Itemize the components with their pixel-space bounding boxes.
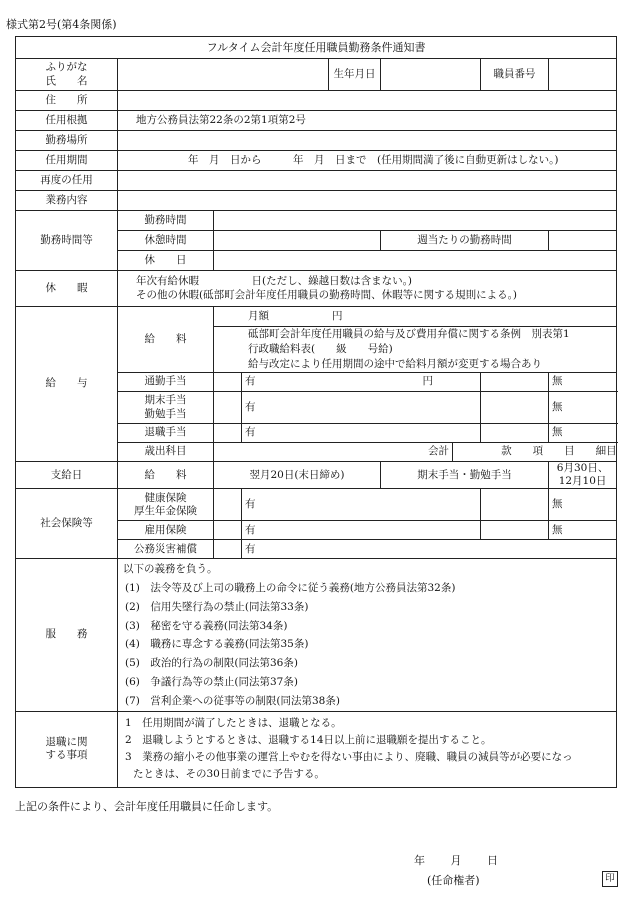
employment-insurance-none: 無 [549,521,617,540]
work-time-field[interactable] [214,211,617,231]
employment-insurance-blank [214,521,242,540]
workplace-field[interactable] [118,131,617,151]
service-line: (7) 営利企業への従事等の制限(同法第38条) [125,694,340,707]
employment-insurance-label: 雇用保険 [118,521,214,540]
form-title: フルタイム会計年度任用職員勤務条件通知書 [16,37,617,59]
bonus-none: 無 [549,392,617,424]
name-field[interactable] [118,59,329,91]
appointing-authority: (任命権者) [427,874,480,887]
monthly-amount: 月額 円 [214,307,617,327]
salary-detail [214,327,617,373]
health-gap [481,489,549,521]
leave-line-2: その他の休暇(砥部町会計年度任用職員の勤務時間、休暇等に関する規則による。) [136,288,517,301]
bonus-have: 有 [242,392,481,424]
issue-date: 年 月 日 [414,854,498,867]
seal-mark: 印 [602,871,618,887]
bonus-label: 期末手当 勤勉手当 [118,392,214,424]
commute-label: 通勤手当 [118,373,214,392]
bonus-blank [214,392,242,424]
retirement-line: 2 退職しようとするときは、退職する14日以上前に退職願を提出すること。 [125,734,492,747]
service-line: 以下の義務を負う。 [123,563,218,576]
retirement-line: 1 任用期間が満了したときは、退職となる。 [125,717,342,730]
service-line: (1) 法令等及び上司の職務上の命令に従う義務(地方公務員法第32条) [125,582,456,595]
commute-have: 有 円 [242,373,481,392]
commute-gap [481,373,549,392]
budget-label: 歳出科目 [118,443,214,462]
basis-label: 任用根拠 [16,111,118,131]
health-have: 有 [242,489,481,521]
pay-group-label: 給 与 [16,307,118,462]
workplace-label: 勤務場所 [16,131,118,151]
budget-account: 会計 [214,443,453,462]
period-label: 任用期間 [16,151,118,171]
salary-line-3: 給与改定により任用期間の途中で給料月額が変更する場合あり [248,358,542,370]
accident-label: 公務災害補償 [118,540,214,559]
service-line: (2) 信用失墜行為の禁止(同法第33条) [125,600,309,613]
retire-allowance-gap [481,424,549,443]
health-blank [214,489,242,521]
retire-allowance-none: 無 [549,424,617,443]
retire-allowance-label: 退職手当 [118,424,214,443]
service-line: (6) 争議行為等の禁止(同法第37条) [125,676,298,689]
service-line: (4) 職務に専念する義務(同法第35条) [125,638,309,651]
retirement-line: 3 業務の縮小その他事業の運営上やむを得ない事由により、廃職、職員の減員等が必要になっ [125,751,573,764]
period-value: 年 月 日から 年 月 日まで (任用期間満了後に自動更新はしない。) [118,151,617,171]
payday-bonus-label: 期末手当・勤勉手当 [381,462,549,489]
address-label: 住 所 [16,91,118,111]
salary-label: 給 料 [118,307,214,373]
notice-form-table [15,36,617,788]
staff-no-label: 職員番号 [481,59,549,91]
basis-value: 地方公務員法第22条の2第1項第2号 [118,111,617,131]
health-none: 無 [549,489,617,521]
name-label: ふりがな 氏 名 [16,59,118,91]
service-duties [118,559,617,711]
service-label: 服 務 [16,559,118,711]
work-time-group-label: 勤務時間等 [16,211,118,271]
insurance-group-label: 社会保険等 [16,489,118,559]
break-time-field[interactable] [214,231,381,251]
appointment-statement: 上記の条件により、会計年度任用職員に任命します。 [15,800,279,813]
duties-field[interactable] [118,191,617,211]
leave-line-1: 年次有給休暇 日(ただし、繰越日数は含まない。) [136,275,412,288]
payday-bonus-value: 6月30日、12月10日 [549,462,617,489]
staff-no-field[interactable] [549,59,617,91]
birth-label: 生年月日 [329,59,381,91]
form-number: 様式第2号(第4条関係) [6,18,117,31]
service-line: (3) 秘密を守る義務(同法第34条) [125,619,288,632]
duties-label: 業務内容 [16,191,118,211]
health-label: 健康保険 厚生年金保険 [118,489,214,521]
payday-salary-label: 給 料 [118,462,214,489]
employment-insurance-gap [481,521,549,540]
commute-yen: 円 [422,375,433,388]
salary-line-1: 砥部町会計年度任用職員の給与及び費用弁償に関する条例 別表第1 [248,328,570,340]
bonus-gap [481,392,549,424]
accident-blank [214,540,242,559]
break-time-label: 休憩時間 [118,231,214,251]
leave-label: 休 暇 [16,271,118,307]
reappoint-field[interactable] [118,171,617,191]
employment-insurance-have: 有 [242,521,481,540]
payday-salary-value: 翌月20日(末日締め) [214,462,381,489]
retirement-label: 退職に関 する事項 [16,711,118,787]
retirement-terms [118,711,617,787]
retirement-line: たときは、その30日前までに予告する。 [133,768,325,781]
retire-allowance-blank [214,424,242,443]
weekly-hours-label: 週当たりの勤務時間 [381,231,549,251]
payday-label: 支給日 [16,462,118,489]
budget-detail: 款 項 目 細目 [453,443,617,462]
retire-allowance-have: 有 [242,424,481,443]
holiday-field[interactable] [214,251,617,271]
holiday-label: 休 日 [118,251,214,271]
service-line: (5) 政治的行為の制限(同法第36条) [125,657,298,670]
birth-field[interactable] [381,59,481,91]
accident-have: 有 [242,540,617,559]
salary-line-2: 行政職給料表( 級 号給) [248,343,393,355]
commute-blank [214,373,242,392]
commute-none: 無 [549,373,617,392]
weekly-hours-field[interactable] [549,231,617,251]
work-time-label: 勤務時間 [118,211,214,231]
leave-value [118,271,617,307]
address-field[interactable] [118,91,617,111]
reappoint-label: 再度の任用 [16,171,118,191]
